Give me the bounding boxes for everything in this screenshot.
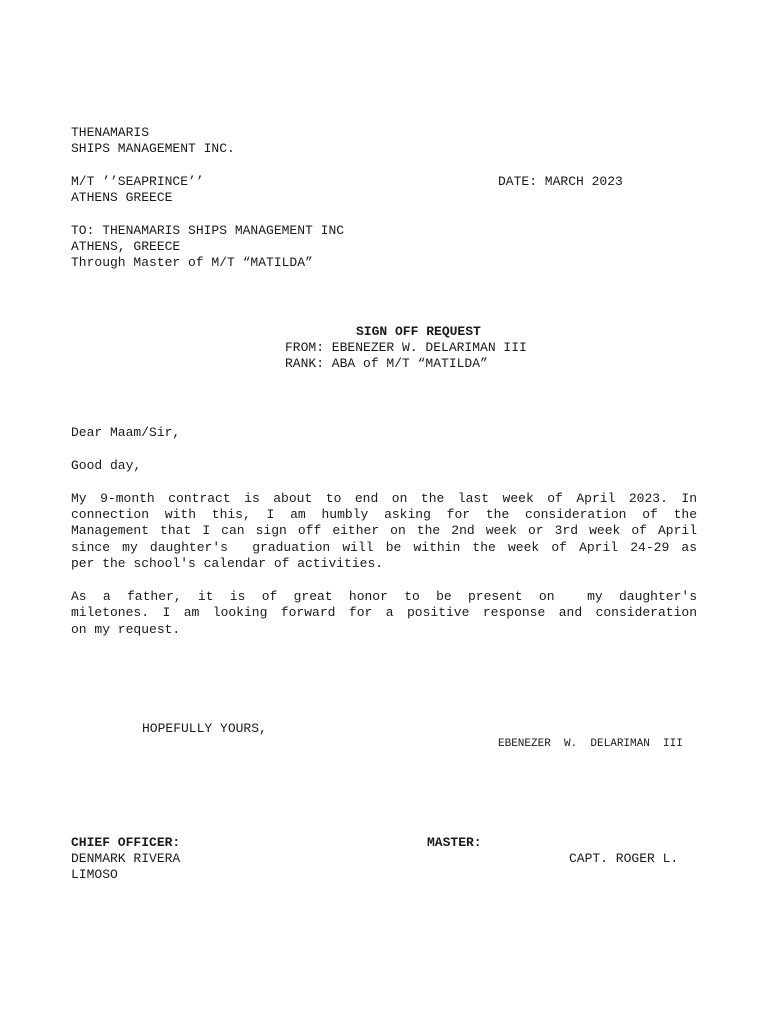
paragraph-line: connection with this, I am humbly asking for the consideration of the: [71, 507, 697, 522]
company-name-line1: THENAMARIS: [71, 125, 150, 140]
chief-officer-label: CHIEF OFFICER:: [71, 835, 181, 850]
paragraph-line: My 9-month contract is about to end on the last week of April 2023. In: [71, 491, 697, 506]
complimentary-close: HOPEFULLY YOURS,: [142, 721, 267, 736]
greeting: Good day,: [71, 458, 142, 473]
subject-from: FROM: EBENEZER W. DELARIMAN III: [285, 340, 527, 355]
company-name-line2: SHIPS MANAGEMENT INC.: [71, 141, 235, 156]
paragraph-line: Management that I can sign off either on the 2nd week or 3rd week of April: [71, 523, 697, 538]
paragraph-line: per the school's calendar of activities.: [71, 556, 384, 571]
paragraph-line: miletones. I am looking forward for a positive response and consideration: [71, 605, 697, 620]
paragraph-line: since my daughter's graduation will be within the week of April 24-29 as: [71, 540, 697, 555]
chief-officer-name: DENMARK RIVERA: [71, 851, 181, 866]
sender-location: ATHENS GREECE: [71, 190, 173, 205]
master-name-part1: CAPT. ROGER L.: [569, 851, 679, 866]
recipient-city: ATHENS, GREECE: [71, 239, 181, 254]
subject-rank: RANK: ABA of M/T “MATILDA”: [285, 356, 488, 371]
vessel-name: M/T ’’SEAPRINCE’’: [71, 174, 204, 189]
salutation: Dear Maam/Sir,: [71, 425, 181, 440]
master-name-part2: LIMOSO: [71, 867, 118, 882]
recipient-through: Through Master of M/T “MATILDA”: [71, 255, 313, 270]
signatory-name: EBENEZER W. DELARIMAN III: [498, 738, 683, 750]
subject-title: SIGN OFF REQUEST: [356, 324, 481, 339]
letter-date: DATE: MARCH 2023: [498, 174, 623, 189]
paragraph-line: on my request.: [71, 622, 181, 637]
master-label: MASTER:: [427, 835, 482, 850]
recipient-to: TO: THENAMARIS SHIPS MANAGEMENT INC: [71, 223, 345, 238]
paragraph-line: As a father, it is of great honor to be present on my daughter's: [71, 589, 697, 604]
